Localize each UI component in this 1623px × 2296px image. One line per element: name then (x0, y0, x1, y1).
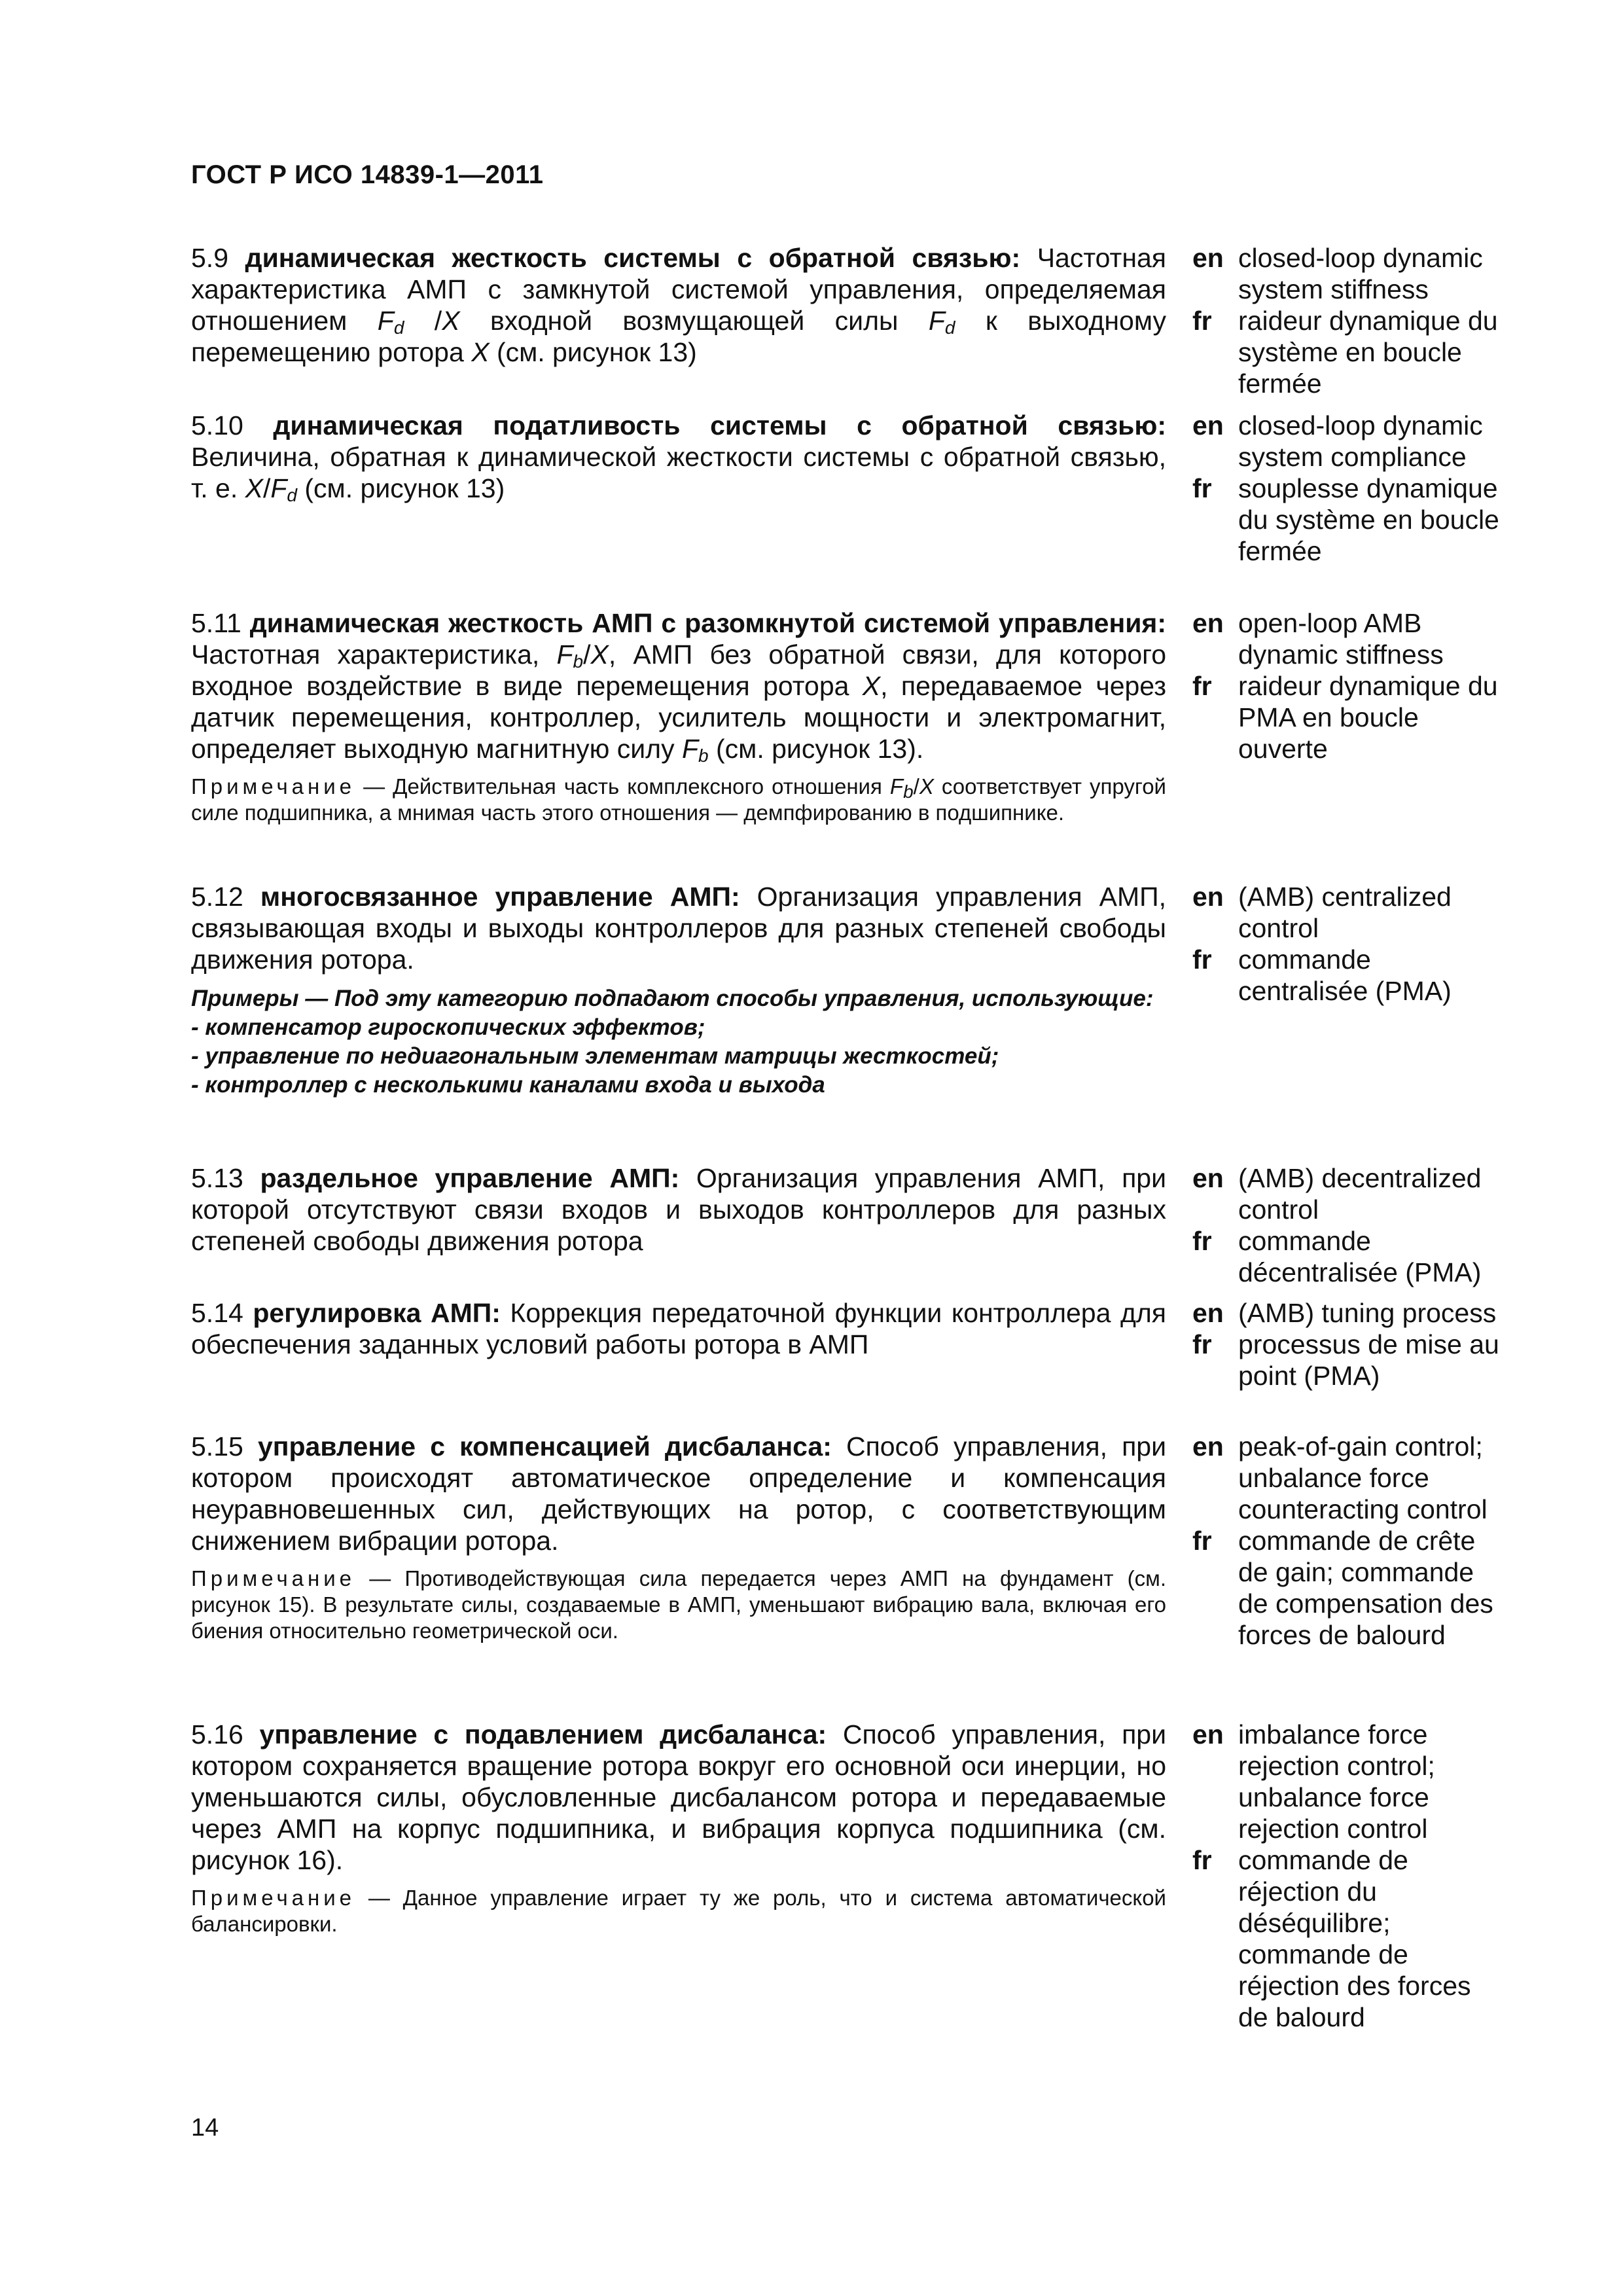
page-number: 14 (191, 2114, 219, 2142)
term-fr: fr raideur dynamique du PMA en boucle ouverte (1192, 671, 1498, 764)
term-fr: fr commande de crête de gain; commande de compensation des forces de balourd (1192, 1526, 1493, 1650)
term-en: en (AMB) tuning process (1192, 1298, 1497, 1328)
note: Примечание — Противодействующая сила передается через АМП на фундамент (см. рисунок 15). В результате силы, создаваемые в АМП, уменьшают вибрацию вала, включая его биения относительно геометрической оси. (191, 1566, 1166, 1643)
term-fr: fr commande de réjection du déséquilibre; commande de réjection des forces de balourd (1192, 1845, 1471, 2032)
term-en: en closed-loop dynamic system compliance (1192, 410, 1483, 472)
term-translations (1192, 1431, 1507, 1651)
term-fr: fr souplesse dynamique du système en boucle fermée (1192, 473, 1499, 566)
term-en: en (AMB) decentralized control (1192, 1163, 1482, 1225)
definition-text: 5.9 динамическая жесткость системы с обратной связью: Частотная характеристика АМП с замкнутой системой управления, определяемая отношением $F_d$ /X входной возмущающей силы $F_d$ к выходному перемещению ротора X (см. рисунок 13) (191, 243, 1166, 367)
definition-text: 5.10 динамическая податливость системы с обратной связью: Величина, обратная к динамической жесткости системы с обратной связью, т. е. $X/F_d$ (см. рисунок 13) (191, 410, 1166, 505)
definition-text: 5.14 регулировка АМП: Коррекция передаточной функции контроллера для обеспечения заданных условий работы ротора в АМП (191, 1298, 1166, 1359)
definition-text: 5.11 динамическая жесткость АМП с разомкнутой системой управления: Частотная характеристика, $F_b/X$, АМП без обратной связи, для которого входное воздействие в виде перемещения ротора X, передаваемое через датчик перемещения, контроллер, усилитель мощности и электромагнит, определяет выходную магнитную силу $F_b$ (см. рисунок 13). Примечание — Действительная часть комплексного отношения $F_b/X$ соответствует упругой силе подшипника, а мнимая часть этого отношения — демпфированию в подшипнике. (191, 608, 1167, 825)
example-line: - управление по недиагональным элементам матрицы жесткостей; (191, 1043, 999, 1069)
term-en: en imbalance force rejection control; unbalance force rejection control (1192, 1719, 1435, 1844)
definition-text: 5.13 раздельное управление АМП: Организация управления АМП, при которой отсутствуют связи входов и выходов контроллеров для разных степеней свободы движения ротора (191, 1163, 1166, 1256)
example-line: - контроллер с несколькими каналами входа и выхода (191, 1072, 825, 1098)
term-translations (1192, 881, 1507, 1007)
examples-list (191, 984, 1166, 1100)
term-translations (1192, 242, 1507, 399)
term-fr: fr commande décentralisée (PMA) (1192, 1226, 1482, 1287)
definition-text: 5.12 многосвязанное управление АМП: Организация управления АМП, связывающая входы и выходы контроллеров для разных степеней свободы движения ротора. Примеры — Под эту категорию подпадают способы управления, использующие: - компенсатор гироскопических эффектов; - управление по недиагональным элементам матрицы жесткостей; - контроллер с несколькими каналами входа и выхода (191, 881, 1166, 1100)
term-en: en peak-of-gain control; unbalance force counteracting control (1192, 1431, 1488, 1524)
term-translations (1192, 1719, 1507, 2033)
definition-text: 5.15 управление с компенсацией дисбаланса: Способ управления, при котором происходят автоматическое определение и компенсация неуравновешенных сил, действующих на ротор, с соответствующим снижением вибрации ротора. Примечание — Противодействующая сила передается через АМП на фундамент (см. рисунок 15). В результате силы, создаваемые в АМП, уменьшают вибрацию вала, включая его биения относительно геометрической оси. (191, 1431, 1166, 1643)
term-en: en (AMB) centralized control (1192, 882, 1452, 943)
example-line: - компенсатор гироскопических эффектов; (191, 1014, 705, 1040)
term-translations (1192, 410, 1507, 567)
term-en: en open-loop AMB dynamic stiffness (1192, 608, 1444, 670)
term-translations (1192, 1297, 1507, 1391)
note: Примечание — Данное управление играет ту же роль, что и система автоматической балансировки. (191, 1886, 1166, 1936)
note: Примечание — Действительная часть комплексного отношения $F_b/X$ соответствует упругой силе подшипника, а мнимая часть этого отношения — демпфированию в подшипнике. (191, 774, 1166, 825)
definition-text: 5.16 управление с подавлением дисбаланса: Способ управления, при котором сохраняется вращение ротора вокруг его основной оси инерции, но уменьшаются силы, обусловленные дисбалансом ротора и передаваемые через АМП на корпус подшипника, и вибрация корпуса подшипника (см. рисунок 16). Примечание — Данное управление играет ту же роль, что и система автоматической балансировки. (191, 1719, 1166, 1936)
term-translations (1192, 1162, 1507, 1288)
example-line: Примеры — Под эту категорию подпадают способы управления, использующие: (191, 986, 1154, 1011)
term-fr: fr processus de mise au point (PMA) (1192, 1329, 1499, 1391)
term-en: en closed-loop dynamic system stiffness (1192, 243, 1483, 304)
term-translations (1192, 607, 1507, 764)
term-fr: fr raideur dynamique du système en boucle fermée (1192, 306, 1498, 399)
term-fr: fr commande centralisée (PMA) (1192, 944, 1452, 1006)
document-header: ГОСТ Р ИСО 14839-1—2011 (191, 160, 544, 189)
